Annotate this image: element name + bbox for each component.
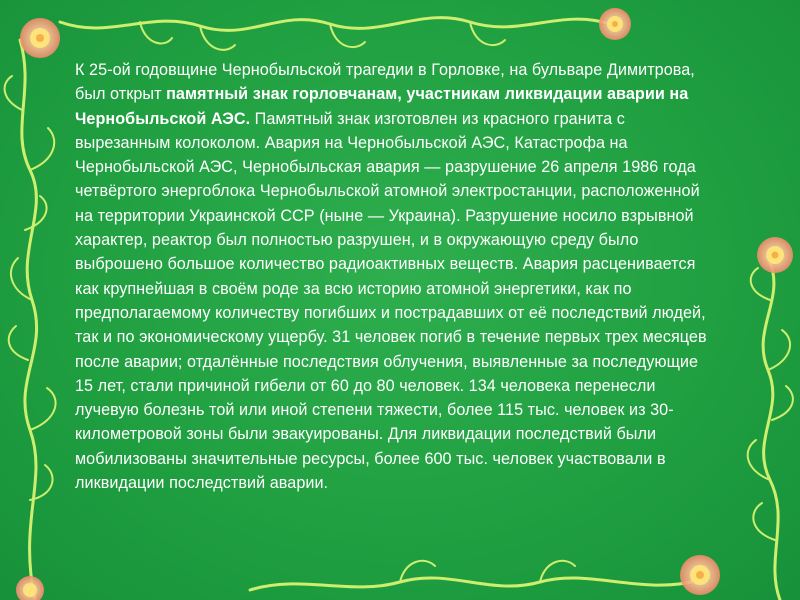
vine-ornament-left [5, 40, 56, 600]
vine-ornament-bottom [250, 561, 700, 590]
vine-ornament-right [748, 262, 793, 600]
paragraph-body: Памятный знак изготовлен из красного гранита с вырезанным колоколом. Авария на Чернобыльской АЭС, Катастрофа на Чернобыльской АЭС, Чернобыльская авария — разрушение 26 апреля 1986 года четвёртого энергоблока Чернобыльской атомной электростанции, расположенной на территории Украинской ССР (ныне — Украина). Разрушение носило взрывной характер, реактор был полностью разрушен, и в окружающую среду было выброшено большое количество радиоактивных веществ. Авария расценивается как крупнейшая в своём роде за всю историю атомной энергетики, как по предполагаемому количеству погибших и пострадавших от её последствий людей, так и по экономическому ущербу. 31 человек погиб в течение первых трех месяцев после аварии; отдалённые последствия облучения, выявленные за последующие 15 лет, стали причиной гибели от 60 до 80 человек. 134 человека перенесли лучевую болезнь той или иной степени тяжести, более 115 тыс. человек из 30-километровой зоны были эвакуированы. Для ликвидации последствий были мобилизованы значительные ресурсы, более 600 тыс. человек участвовали в ликвидации последствий аварии. [75, 109, 707, 493]
vine-ornament-top [60, 18, 610, 50]
flower-icon-top-left [20, 18, 60, 58]
flower-icon-bottom-left [16, 576, 44, 600]
flower-icon-right [757, 237, 793, 273]
paragraph-highlight: памятный знак горловчанам, участникам ликвидации аварии на Чернобыльской АЭС [75, 85, 689, 128]
paragraph-intro: К 25-ой годовщине Чернобыльской трагедии в Горловке, на бульваре Димитрова, был открыт [75, 61, 695, 104]
main-paragraph [75, 58, 715, 495]
paragraph-highlight-end: . [245, 109, 251, 128]
flower-icon-top-right [599, 8, 631, 40]
flower-icon-bottom-right [680, 555, 720, 595]
